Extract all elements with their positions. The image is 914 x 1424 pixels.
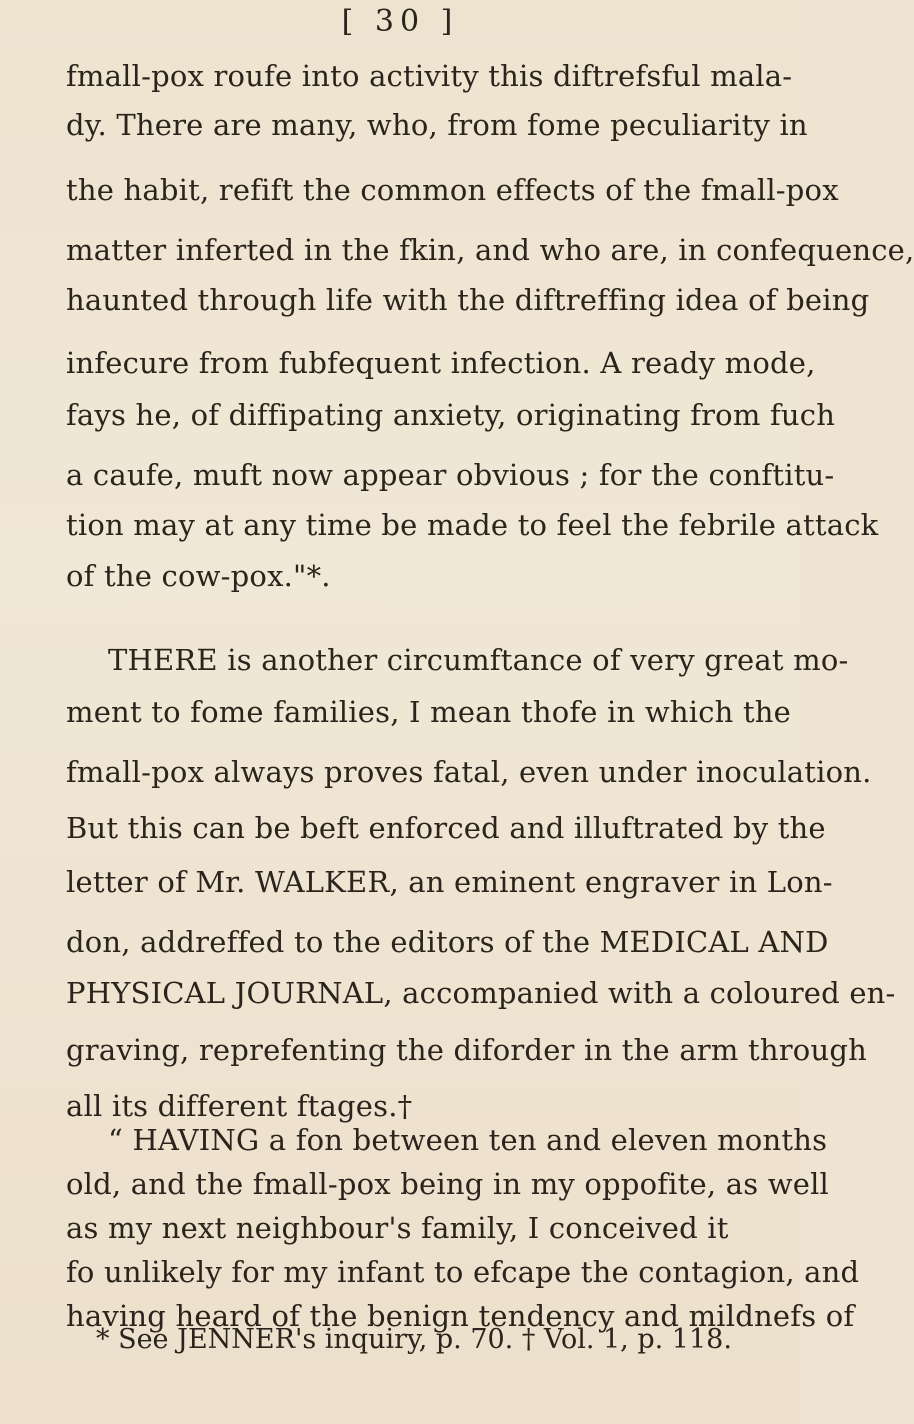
text-line: of the cow-pox."*. [66, 559, 331, 593]
text-line: THERE is another circumftance of very great mo- [108, 643, 849, 677]
text-line: fo unlikely for my infant to efcape the contagion, and [66, 1255, 860, 1289]
text-line: ment to fome families, I mean thofe in which the [66, 695, 792, 729]
text-line: tion may at any time be made to feel the febrile attack [66, 508, 879, 542]
text-line: But this can be beft enforced and illuftrated by the [66, 811, 826, 845]
footnote: * See JENNER's inquiry, p. 70. † Vol. 1, p. 118. [96, 1324, 732, 1355]
text-line: fays he, of diffipating anxiety, originating from fuch [66, 398, 836, 432]
text-line: fmall-pox always proves fatal, even under inoculation. [66, 755, 872, 789]
text-line: “ HAVING a fon between ten and eleven months [108, 1123, 828, 1157]
text-line: PHYSICAL JOURNAL, accompanied with a coloured en- [66, 976, 896, 1010]
text-line: don, addreffed to the editors of the MEDICAL AND [66, 925, 829, 959]
text-line: dy. There are many, who, from fome peculiarity in [66, 108, 808, 142]
text-line: having heard of the benign tendency and mildnefs of [66, 1299, 855, 1333]
text-line: all its different ftages.† [66, 1089, 413, 1123]
text-line: infecure from fubfequent infection. A ready mode, [66, 346, 816, 380]
text-line: matter inferted in the fkin, and who are, in confequence, [66, 233, 914, 267]
text-line: the habit, refift the common effects of the fmall-pox [66, 173, 839, 207]
text-line: old, and the fmall-pox being in my oppofite, as well [66, 1167, 830, 1201]
text-line: graving, reprefenting the diforder in the arm through [66, 1033, 867, 1067]
text-line: a caufe, muft now appear obvious ; for the conftitu- [66, 458, 835, 492]
page-number: [ 30 ] [341, 4, 459, 39]
text-line: as my next neighbour's family, I conceived it [66, 1211, 729, 1245]
text-line: haunted through life with the diftreffing idea of being [66, 283, 870, 317]
text-line: fmall-pox roufe into activity this diftrefsful mala- [66, 59, 793, 93]
text-line: letter of Mr. WALKER, an eminent engraver in Lon- [66, 865, 833, 899]
